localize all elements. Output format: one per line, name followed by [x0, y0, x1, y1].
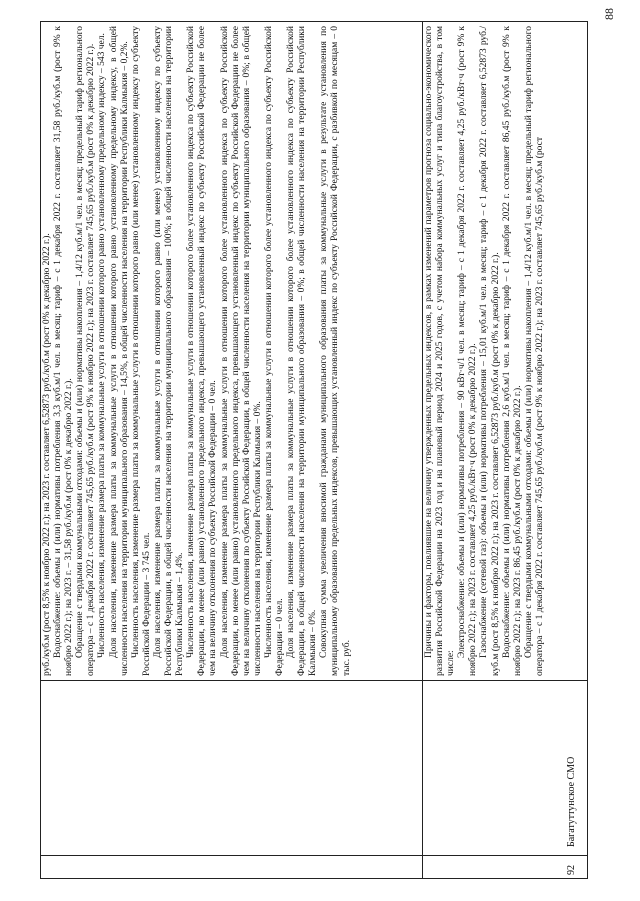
paragraph: Доля населения, изменение размера платы за коммунальные услуги в отношении которого равно (или менее) установленному индексу по субъекту Российской Федерации, в общей численности населения на территории муниципального образования – 100%; в общей численности населения на территории Республики Калмыкия – 1,4%. [152, 26, 186, 676]
row-number-cell [423, 855, 587, 878]
paragraph: Водоснабжение: объемы и (или) нормативы потребления 3,3 куб.м/1 чел. в месяц; тариф – с 1 декабря 2022 г. составляет 31,58 руб./куб.м (рост 9% к ноябрю 2022 г.); на 2023 г. – 31,58 руб./куб.м (рост 0% к декабрю 2022 г.). [53, 26, 75, 676]
paragraph: Доля населения, изменение размера платы за коммунальные услуги в отношении которого более установленного индекса по субъекту Российской Федерации, в общей численности населения на территории муниципального образования – 0%; в общей численности населения на территории Республики Калмыкия – 0%. [286, 26, 319, 676]
paragraph: Причины и факторы, повлиявшие на величину утвержденных предельных индексов, в рамках изменений параметров прогноза социально-экономического развития Российской Федерации на 2023 год и на плановый период 2024 и 2025 годов, с учетом набора коммунальных услуг и типа благоустройства, в том числе: [424, 26, 457, 676]
paragraph: Электроснабжение: объемы и (или) нормативы потребления – 90 кВт·ч/1 чел. в месяц; тариф – с 1 декабря 2022 г. составляет 4,25 руб./кВт·ч (рост 9% к ноябрю 2022 г.); на 2023 г. составляет 4,25 руб./кВт·ч (рост 0% к декабрю 2022 г.). [457, 26, 479, 676]
paragraph: Численность населения, изменение размера платы за коммунальные услуги в отношении которого равно установленному предельному индексу – 543 чел. [97, 33, 108, 658]
municipality-name: Багатуттунское СМО [566, 756, 577, 847]
municipality-cell [423, 680, 587, 855]
paragraph: Обращение с твердыми коммунальными отходами: объемы и (или) нормативы накопления – 1,4/12 куб.м/1 чел. в месяц; предельный тариф регионального оператора – с 1 декабря 2022 г. составляет 745,65 руб./куб.м (рост 9% к ноябрю 2022 г.); на 2023 г. составляет 745,65 руб./куб.м (рост 0% к декабрю 2022 г.). [75, 26, 97, 676]
paragraph: Доля населения, изменение размера платы за коммунальные услуги в отношении которого более установленного индекса по субъекту Российской Федерации, но менее (или равно) установленного предельного индекса, превышающего установленный индекс по субъекту Российской Федерации не более чем на величину отклонения по субъекту Российской Федерации, в общей численности населения на территории муниципального образования – 0%; в общей численности населения на территории Республики Калмыкия – 0%. [219, 26, 263, 676]
description-cell [41, 22, 422, 680]
paragraph: Доля населения, изменение размера платы за коммунальные услуги в отношении которого равно установленному предельному индексу, в общей численности населения на территории муниципального образования – 14,5%, в общей численности населения на территории Республики Калмыкия – 0,2%. [108, 26, 130, 676]
paragraph: Обращение с твердыми коммунальными отходами: объемы и (или) нормативы накопления – 1,4/12 куб.м/1 чел. в месяц; предельный тариф регионального оператора – с 1 декабря 2022 г. составляет 745,65 руб./куб.м (рост 9% к ноябрю 2022 г.); на 2023 г. составляет 745,65 руб./куб.м (рост [523, 26, 545, 676]
document-table [40, 21, 588, 879]
page-number: 88 [602, 8, 616, 20]
table-row [423, 22, 587, 878]
table-row [41, 22, 423, 878]
description-cell [423, 22, 587, 680]
municipality-cell [41, 680, 422, 855]
paragraph: руб./куб.м (рост 8,5% к ноябрю 2022 г.); на 2023 г. составляет 6,52873 руб./куб.м (рост 0% к декабрю 2022 г.). [42, 233, 52, 676]
paragraph: Газоснабжение (сетевой газ): объемы и (или) нормативы потребления – 15,01 куб.м/1 чел. в месяц; тариф – с 1 декабря 2022 г. составляет 6,52873 руб./куб.м (рост 8,5% к ноябрю 2022 г.); на 2023 г. составляет 6,52873 руб./куб.м (рост 0% к декабрю 2022 г.). [479, 26, 501, 676]
paragraph: Численность населения, изменение размера платы за коммунальные услуги в отношении которого равно (или менее) установленному индексу по субъекту Российской Федерации – 3 745 чел. [130, 26, 152, 676]
row-number: 92 [566, 865, 577, 875]
paragraph: Совокупная сумма увеличения вносимой гражданами муниципального образования платы за коммунальные услуги в результате установления по муниципальному образованию предельных индексов, превышающих установленный индекс по субъекту Российской Федерации, с разбивкой по месяцам – 0 тыс. руб. [319, 26, 352, 676]
paragraph: Водоснабжение: объемы и (или) нормативы потребления 2,6 куб.м/1 чел. в месяц; тариф – с 1 декабря 2022 г. составляет 86,45 руб./куб.м (рост 9% к ноябрю 2022 г.); на 2023 г. 86,45 руб./куб.м (рост 0% к декабрю 2022 г.). [501, 26, 523, 676]
paragraph: Численность населения, изменение размера платы за коммунальные услуги в отношении которого более установленного индекса по субъекту Российской Федерации – 0 чел. [263, 26, 285, 676]
paragraph: Численность населения, изменение размера платы за коммунальные услуги в отношении которого более установленного индекса по субъекту Российской Федерации, но менее (или равно) установленного предельного индекса, превышающего установленный индекс по субъекту Российской Федерации не более чем на величину отклонения по субъекту Российской Федерации – 0 чел. [186, 26, 219, 676]
row-number-cell [41, 855, 422, 878]
